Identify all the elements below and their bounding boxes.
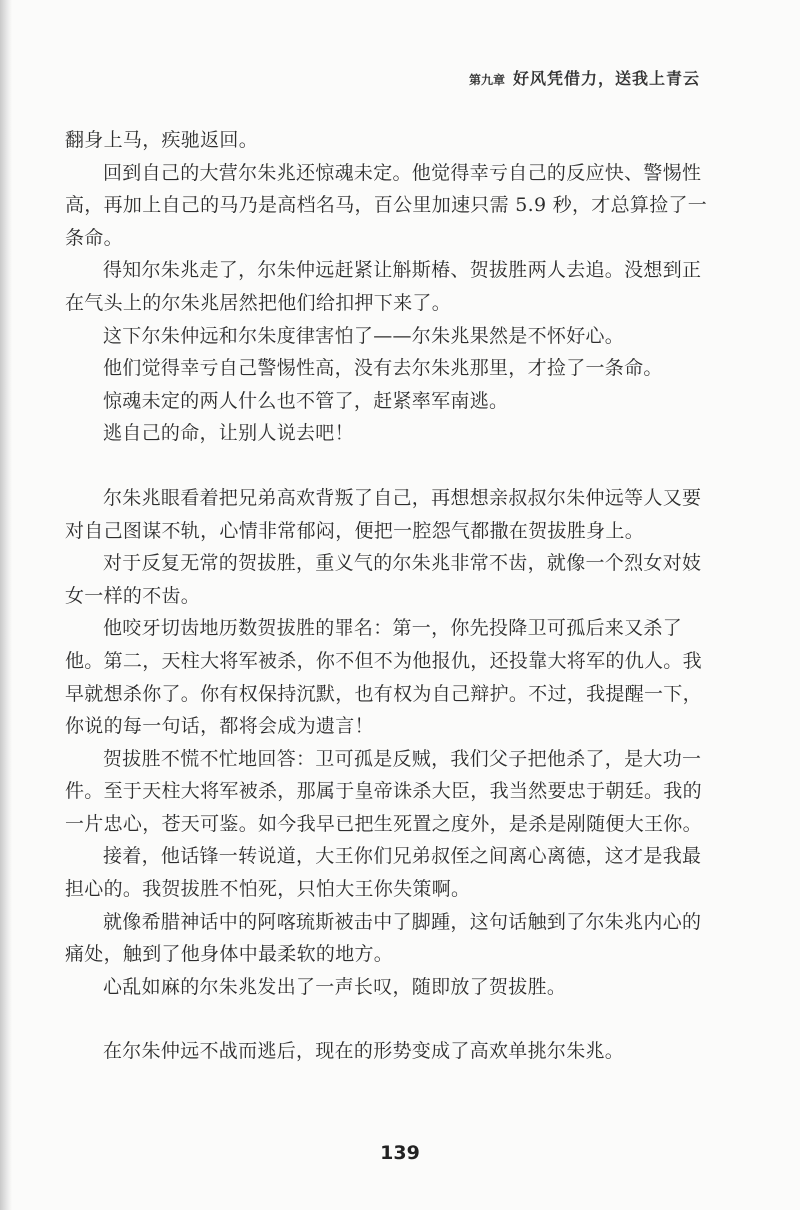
body-text (65, 124, 711, 1068)
paragraph: 回到自己的大营尔朱兆还惊魂未定。他觉得幸亏自己的反应快、警惕性高，再加上自己的马乃是高档名马，百公里加速只需 5.9 秒，才总算捡了一条命。 (65, 161, 708, 249)
paragraph: 这下尔朱仲远和尔朱度律害怕了——尔朱兆果然是不怀好心。 (103, 324, 625, 347)
paragraph: 惊魂未定的两人什么也不管了，赶紧率军南逃。 (103, 389, 509, 412)
paragraph: 翻身上马，疾驰返回。 (65, 129, 259, 151)
paragraph: 就像希腊神话中的阿喀琉斯被击中了脚踵，这句话触到了尔朱兆内心的痛处，触到了他身体中最柔软的地方。 (65, 910, 702, 966)
paragraph: 逃自己的命，让别人说去吧！ (103, 422, 354, 445)
paragraph: 贺拔胜不慌不忙地回答：卫可孤是反贼，我们父子把他杀了，是大功一件。至于天柱大将军被杀，那属于皇帝诛杀大臣，我当然要忠于朝廷。我的一片忠心，苍天可鉴。如今我早已把生死置之度外，是杀是剐随便大王你。 (65, 747, 702, 835)
page-number: 139 (380, 1142, 420, 1164)
paragraph: 在尔朱仲远不战而逃后，现在的形势变成了高欢单挑尔朱兆。 (103, 1040, 625, 1063)
paragraph: 心乱如麻的尔朱兆发出了一声长叹，随即放了贺拔胜。 (103, 975, 567, 998)
paragraph: 他咬牙切齿地历数贺拔胜的罪名：第一，你先投降卫可孤后来又杀了他。第二，天柱大将军被杀，你不但不为他报仇，还投靠大将军的仇人。我早就想杀你了。你有权保持沉默，也有权为自己辩护。不过，我提醒一下，你说的每一句话，都将会成为遗言！ (65, 617, 702, 738)
paragraph: 得知尔朱兆走了，尔朱仲远赶紧让斛斯椿、贺拔胜两人去追。没想到正在气头上的尔朱兆居然把他们给扣押下来了。 (65, 259, 702, 314)
running-header (469, 66, 700, 89)
paragraph: 他们觉得幸亏自己警惕性高，没有去尔朱兆那里，才捡了一条命。 (103, 357, 663, 380)
page-gutter-shadow (0, 0, 12, 1210)
chapter-title: 好风凭借力，送我上青云 (512, 69, 700, 88)
paragraph: 接着，他话锋一转说道，大王你们兄弟叔侄之间离心离德，这才是我最担心的。我贺拔胜不怕死，只怕大王你失策啊。 (65, 845, 702, 901)
chapter-label: 第九章 (468, 73, 505, 87)
paragraph: 尔朱兆眼看着把兄弟高欢背叛了自己，再想想亲叔叔尔朱仲远等人又要对自己图谋不轨，心情非常郁闷，便把一腔怨气都撒在贺拔胜身上。 (65, 486, 702, 542)
paragraph: 对于反复无常的贺拔胜，重义气的尔朱兆非常不齿，就像一个烈女对妓女一样的不齿。 (65, 552, 702, 607)
